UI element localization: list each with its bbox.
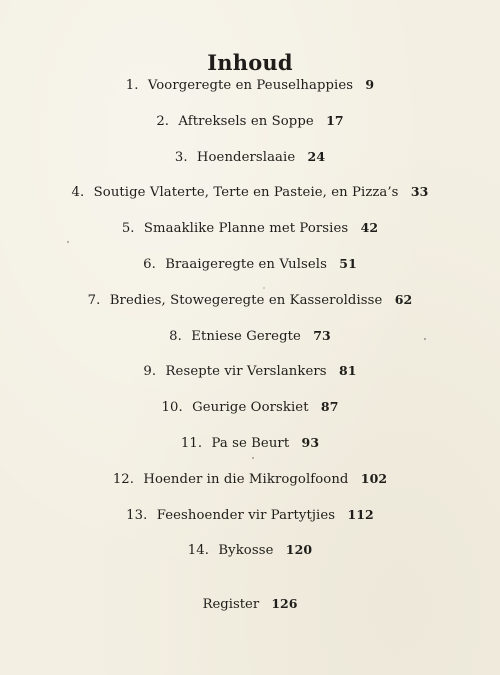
print-speck bbox=[252, 457, 254, 459]
entry-title: Hoenderslaaie bbox=[196, 149, 296, 165]
toc-entry bbox=[0, 148, 500, 184]
entry-number: 8. bbox=[169, 328, 182, 344]
print-speck bbox=[424, 338, 426, 340]
entry-title: Geurige Oorskiet bbox=[192, 400, 309, 416]
entry-number: 12. bbox=[112, 471, 135, 487]
entry-page-number: 24 bbox=[307, 148, 326, 164]
entry-title: Resepte vir Verslankers bbox=[165, 364, 327, 380]
print-speck bbox=[263, 287, 265, 289]
entry-number: 13. bbox=[126, 507, 148, 523]
entry-title: Hoender in die Mikrogolfoond bbox=[143, 471, 349, 487]
toc-entry bbox=[0, 255, 500, 291]
toc-entry bbox=[0, 291, 500, 327]
entry-number: 9. bbox=[143, 364, 157, 380]
table-of-contents bbox=[0, 76, 500, 577]
entry-title: Feeshoender vir Partytjies bbox=[156, 507, 336, 523]
register-title: Register bbox=[202, 597, 260, 612]
toc-entry bbox=[0, 506, 500, 542]
entry-number: 6. bbox=[143, 256, 156, 272]
register-page-number: 126 bbox=[271, 596, 298, 611]
toc-entry bbox=[0, 112, 500, 148]
toc-entry bbox=[0, 183, 500, 219]
entry-page-number: 112 bbox=[347, 506, 374, 522]
toc-entry bbox=[0, 398, 500, 434]
entry-number: 11. bbox=[180, 435, 203, 451]
entry-page-number: 62 bbox=[394, 291, 413, 307]
entry-page-number: 33 bbox=[410, 184, 429, 200]
entry-title: Etniese Geregte bbox=[191, 328, 301, 344]
page-title: Inhoud bbox=[207, 50, 293, 76]
entry-page-number: 81 bbox=[338, 363, 357, 379]
entry-page-number: 17 bbox=[326, 112, 344, 128]
entry-number: 2. bbox=[156, 113, 170, 129]
entry-number: 3. bbox=[174, 149, 188, 165]
entry-title: Bykosse bbox=[218, 543, 274, 559]
toc-entry bbox=[0, 362, 500, 398]
entry-page-number: 51 bbox=[339, 255, 357, 271]
register-entry bbox=[0, 596, 500, 612]
toc-entry bbox=[0, 327, 500, 363]
entry-number: 14. bbox=[187, 543, 210, 559]
entry-title: Aftreksels en Soppe bbox=[178, 113, 314, 129]
toc-entry bbox=[0, 470, 500, 506]
entry-page-number: 102 bbox=[360, 470, 388, 486]
toc-entry bbox=[0, 76, 500, 112]
entry-page-number: 42 bbox=[360, 220, 379, 236]
entry-title: Bredies, Stowegeregte en Kasseroldisse bbox=[109, 292, 383, 308]
toc-entry bbox=[0, 219, 500, 255]
entry-page-number: 87 bbox=[320, 399, 339, 415]
entry-title: Braaigeregte en Vulsels bbox=[165, 256, 327, 272]
entry-page-number: 73 bbox=[313, 327, 331, 343]
print-speck bbox=[67, 241, 69, 243]
entry-page-number: 93 bbox=[301, 434, 320, 450]
entry-number: 1. bbox=[125, 78, 139, 93]
entry-title: Soutige Vlaterte, Terte en Pasteie, en Pizza’s bbox=[93, 185, 399, 201]
entry-number: 10. bbox=[161, 400, 183, 416]
entry-title: Pa se Beurt bbox=[211, 435, 290, 451]
entry-number: 4. bbox=[71, 185, 85, 201]
entry-page-number: 9 bbox=[365, 77, 375, 92]
toc-entry bbox=[0, 434, 500, 470]
entry-page-number: 120 bbox=[285, 542, 313, 558]
entry-title: Smaaklike Planne met Porsies bbox=[143, 221, 349, 237]
toc-entry bbox=[0, 541, 500, 577]
entry-number: 7. bbox=[87, 292, 101, 308]
entry-title: Voorgeregte en Peuselhappies bbox=[147, 78, 354, 93]
entry-number: 5. bbox=[121, 221, 135, 237]
